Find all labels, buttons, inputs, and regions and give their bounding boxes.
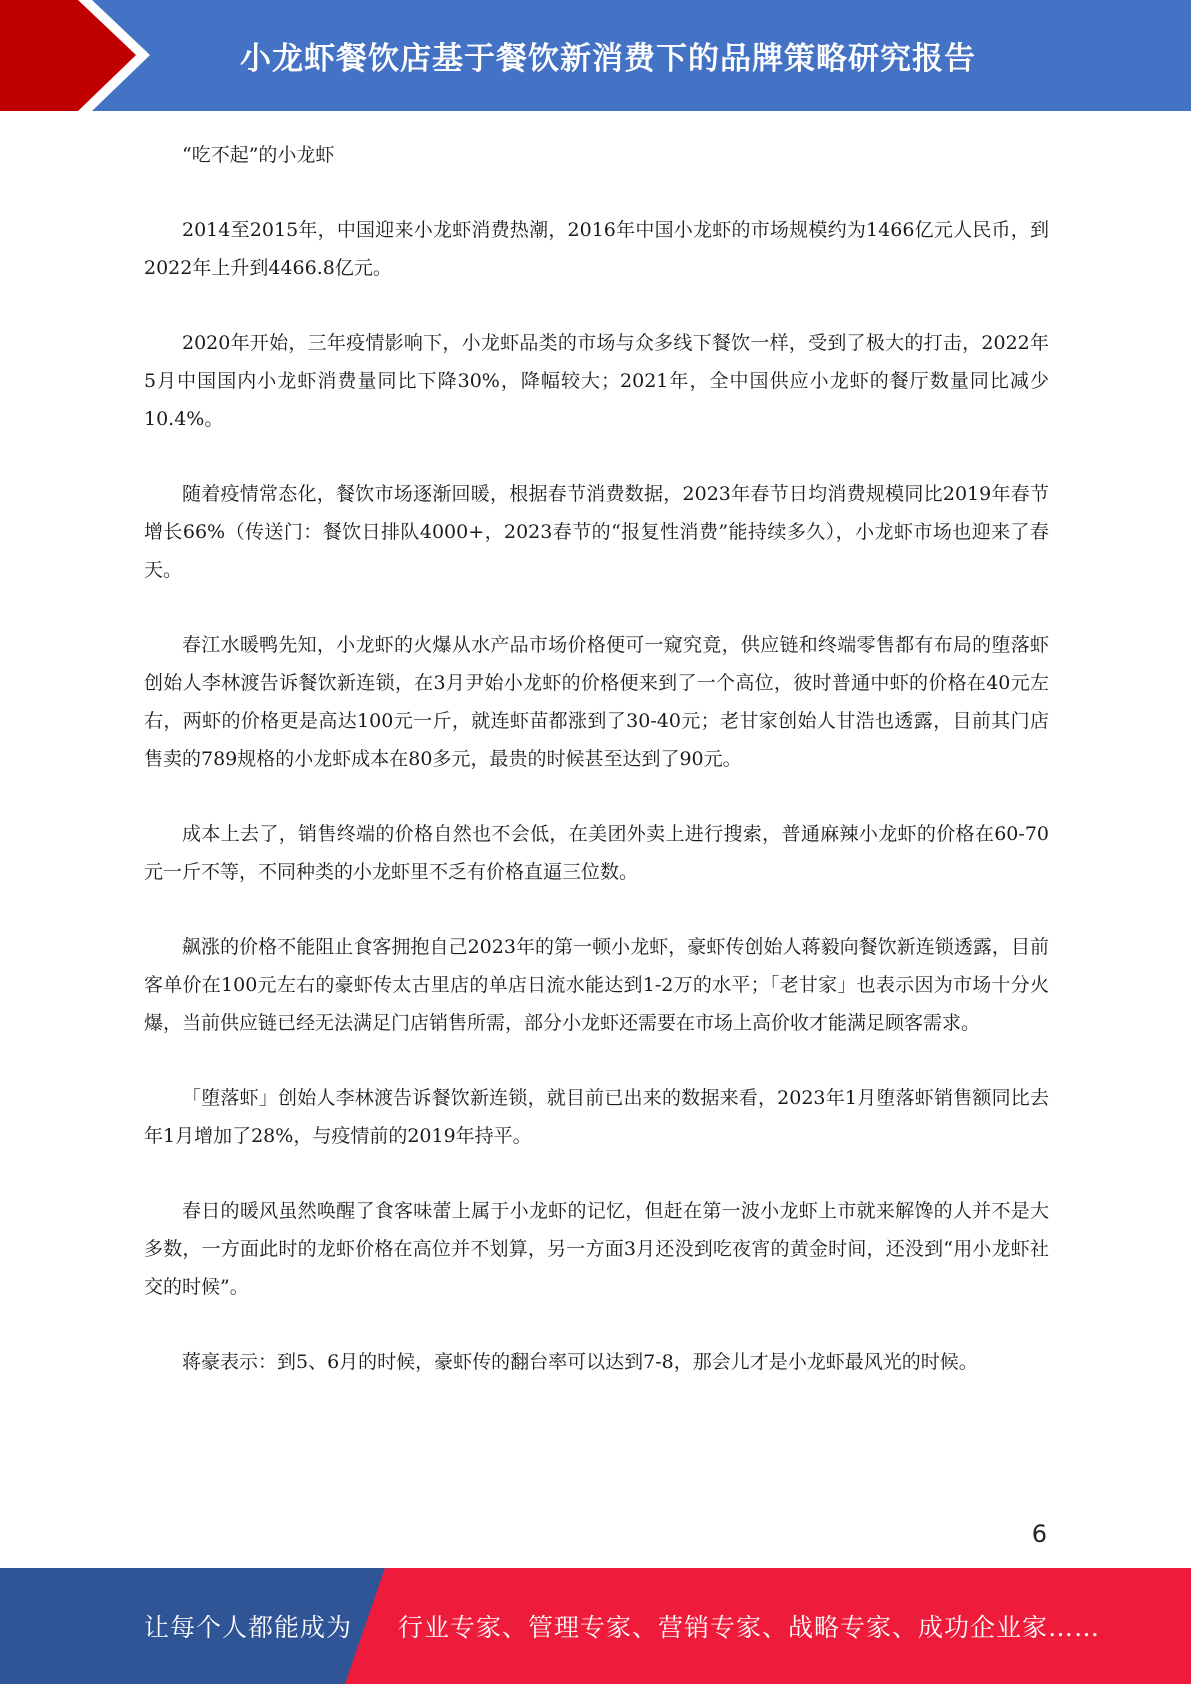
paragraph: 春江水暖鸭先知，小龙虾的火爆从水产品市场价格便可一窥究竟，供应链和终端零售都有布局的堕落虾创始人李林渡告诉餐饮新连锁，在3月尹始小龙虾的价格便来到了一个高位，彼时普通中虾的价格在40元左右，两虾的价格更是高达100元一斤，就连虾苗都涨到了30-40元；老甘家创始人甘浩也透露，目前其门店售卖的789规格的小龙虾成本在80多元，最贵的时候甚至达到了90元。 bbox=[144, 634, 1049, 770]
report-title: 小龙虾餐饮店基于餐饮新消费下的品牌策略研究报告 bbox=[240, 41, 976, 77]
paragraph: 2014至2015年，中国迎来小龙虾消费热潮，2016年中国小龙虾的市场规模约为1466亿元人民币，到2022年上升到4466.8亿元。 bbox=[144, 219, 1049, 279]
paragraph: 2020年开始，三年疫情影响下，小龙虾品类的市场与众多线下餐饮一样，受到了极大的打击，2022年5月中国国内小龙虾消费量同比下降30%，降幅较大；2021年，全中国供应小龙虾的餐厅数量同比减少10.4%。 bbox=[144, 332, 1049, 430]
paragraph: 成本上去了，销售终端的价格自然也不会低，在美团外卖上进行搜索，普通麻辣小龙虾的价格在60-70元一斤不等，不同种类的小龙虾里不乏有价格直逼三位数。 bbox=[144, 823, 1049, 883]
paragraph: 飙涨的价格不能阻止食客拥抱自己2023年的第一顿小龙虾，豪虾传创始人蒋毅向餐饮新连锁透露，目前客单价在100元左右的豪虾传太古里店的单店日流水能达到1-2万的水平；「老甘家」也表示因为市场十分火爆，当前供应链已经无法满足门店销售所需，部分小龙虾还需要在市场上高价收才能满足顾客需求。 bbox=[144, 936, 1049, 1034]
document-body bbox=[144, 136, 1049, 1418]
footer-slogan-right: 行业专家、管理专家、营销专家、战略专家、成功企业家…… bbox=[398, 1613, 1101, 1642]
page-number: 6 bbox=[1031, 1520, 1047, 1548]
paragraph: 春日的暖风虽然唤醒了食客味蕾上属于小龙虾的记忆，但赶在第一波小龙虾上市就来解馋的人并不是大多数，一方面此时的龙虾价格在高位并不划算，另一方面3月还没到吃夜宵的黄金时间，还没到“用小龙虾社交的时候”。 bbox=[144, 1200, 1049, 1298]
page-header bbox=[0, 0, 1191, 111]
paragraph: 蒋豪表示：到5、6月的时候，豪虾传的翻台率可以达到7-8，那会儿才是小龙虾最风光的时候。 bbox=[182, 1351, 978, 1373]
paragraph: 「堕落虾」创始人李林渡告诉餐饮新连锁，就目前已出来的数据来看，2023年1月堕落虾销售额同比去年1月增加了28%，与疫情前的2019年持平。 bbox=[144, 1087, 1049, 1147]
footer-slogan-left: 让每个人都能成为 bbox=[144, 1613, 353, 1642]
paragraph-heading: “吃不起”的小龙虾 bbox=[182, 144, 335, 166]
page-footer bbox=[0, 1568, 1191, 1684]
paragraph: 随着疫情常态化，餐饮市场逐渐回暖，根据春节消费数据，2023年春节日均消费规模同比2019年春节增长66%（传送门：餐饮日排队4000+，2023春节的“报复性消费”能持续多久），小龙虾市场也迎来了春天。 bbox=[144, 483, 1049, 581]
